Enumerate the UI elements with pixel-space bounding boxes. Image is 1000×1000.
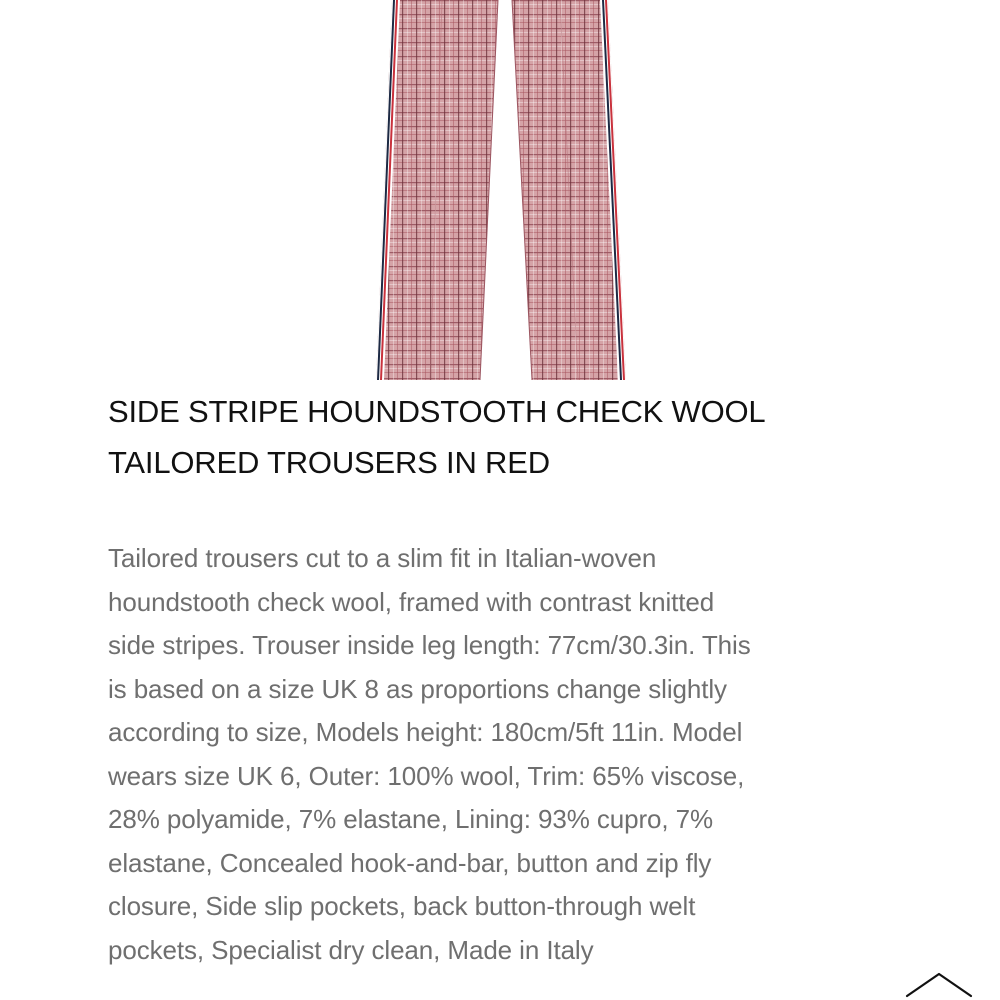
description-line: houndstooth check wool, framed with contrast knitted [108, 586, 715, 617]
product-image[interactable] [360, 0, 640, 385]
description-line: 28% polyamide, 7% elastane, Lining: 93% cupro, 7% [108, 804, 714, 834]
trousers-image [360, 0, 640, 385]
description-line: Tailored trousers cut to a slim fit in Italian-woven [108, 543, 657, 573]
description-line: pockets, Specialist dry clean, Made in Italy [108, 934, 594, 965]
chevron-up-icon [903, 968, 975, 1000]
description-line: wears size UK 6, Outer: 100% wool, Trim: 65% viscose, [108, 760, 745, 791]
product-title [108, 386, 928, 488]
product-title-line: TAILORED TROUSERS IN RED [108, 445, 550, 480]
description-line: side stripes. Trouser inside leg length: 77cm/30.3in. This [108, 630, 751, 660]
scroll-to-top-button[interactable] [903, 968, 975, 1000]
description-line: closure, Side slip pockets, back button-through welt [108, 891, 696, 921]
description-line: is based on a size UK 8 as proportions change slightly [108, 673, 727, 704]
product-description [108, 537, 938, 972]
description-line: according to size, Models height: 180cm/5ft 11in. Model [108, 717, 743, 747]
description-line: elastane, Concealed hook-and-bar, button and zip fly [108, 847, 712, 878]
product-title-line: SIDE STRIPE HOUNDSTOOTH CHECK WOOL [108, 394, 766, 429]
